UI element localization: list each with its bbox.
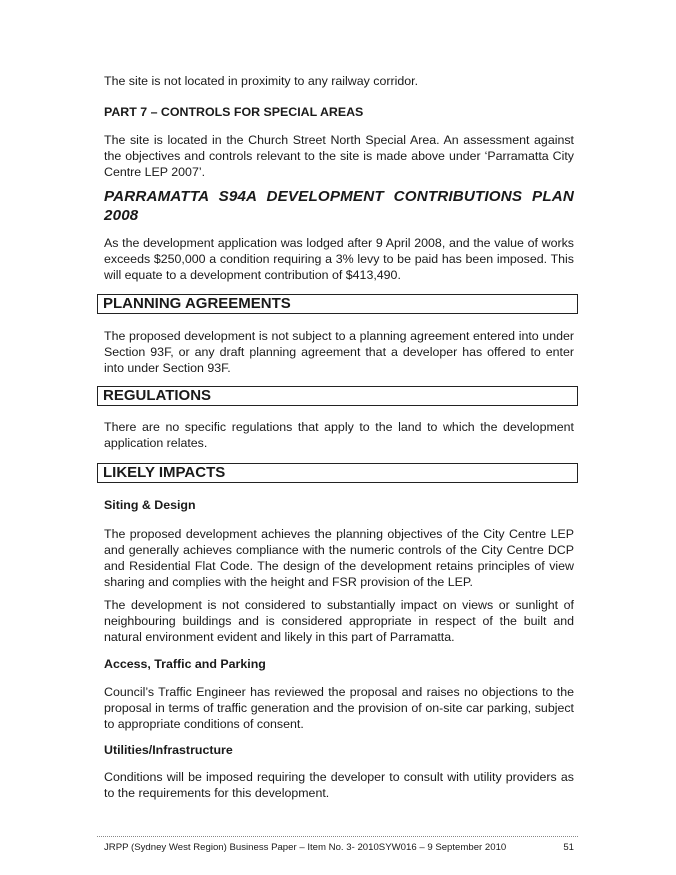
access-traffic-paragraph: Council’s Traffic Engineer has reviewed the proposal and raises no objections to the proposal in terms of traffic generation and the provision of on-site car parking, subject to appropriate conditions of consent. [104, 685, 574, 731]
likely-impacts-heading: LIKELY IMPACTS [97, 463, 578, 483]
part7-paragraph: The site is located in the Church Street North Special Area. An assessment against the objectives and controls relevant to the site is made above under ‘Parramatta City Centre LEP 2007’. [104, 133, 574, 179]
footer-divider [97, 836, 578, 837]
utilities-heading: Utilities/Infrastructure [104, 743, 233, 757]
siting-paragraph-1: The proposed development achieves the planning objectives of the City Centre LEP and generally achieves compliance with the numeric controls of the City Centre DCP and Residential Flat Code. The design of the development retains principles of view sharing and complies with the height and FSR provision of the LEP. [104, 527, 574, 589]
page-number: 51 [563, 842, 574, 853]
regulations-paragraph: There are no specific regulations that apply to the land to which the development application relates. [104, 420, 574, 450]
s94a-paragraph: As the development application was lodged after 9 April 2008, and the value of works exceeds $250,000 a condition requiring a 3% levy to be paid has been imposed. This will equate to a development contribution of $413,490. [104, 236, 574, 282]
s94a-heading-line2: 2008 [104, 207, 139, 224]
planning-agreements-paragraph: The proposed development is not subject to a planning agreement entered into under Section 93F, or any draft planning agreement that a developer has offered to enter into under Section 93F. [104, 329, 574, 375]
siting-paragraph-2: The development is not considered to substantially impact on views or sunlight of neighbouring buildings and is considered appropriate in respect of the built and natural environment evident and likely in this part of Parramatta. [104, 598, 574, 644]
s94a-heading-line1: PARRAMATTA S94A DEVELOPMENT CONTRIBUTIONS PLAN [104, 188, 574, 205]
s94a-heading [104, 187, 574, 225]
access-traffic-heading: Access, Traffic and Parking [104, 657, 266, 671]
footer-text: JRPP (Sydney West Region) Business Paper – Item No. 3- 2010SYW016 – 9 September 2010 [104, 842, 507, 853]
part7-heading: PART 7 – CONTROLS FOR SPECIAL AREAS [104, 105, 364, 119]
regulations-heading: REGULATIONS [97, 386, 578, 406]
page-footer [104, 842, 574, 854]
utilities-paragraph: Conditions will be imposed requiring the developer to consult with utility providers as to the requirements for this development. [104, 770, 574, 800]
siting-design-heading: Siting & Design [104, 498, 196, 512]
planning-agreements-heading: PLANNING AGREEMENTS [97, 294, 578, 314]
railway-paragraph: The site is not located in proximity to any railway corridor. [104, 74, 419, 88]
